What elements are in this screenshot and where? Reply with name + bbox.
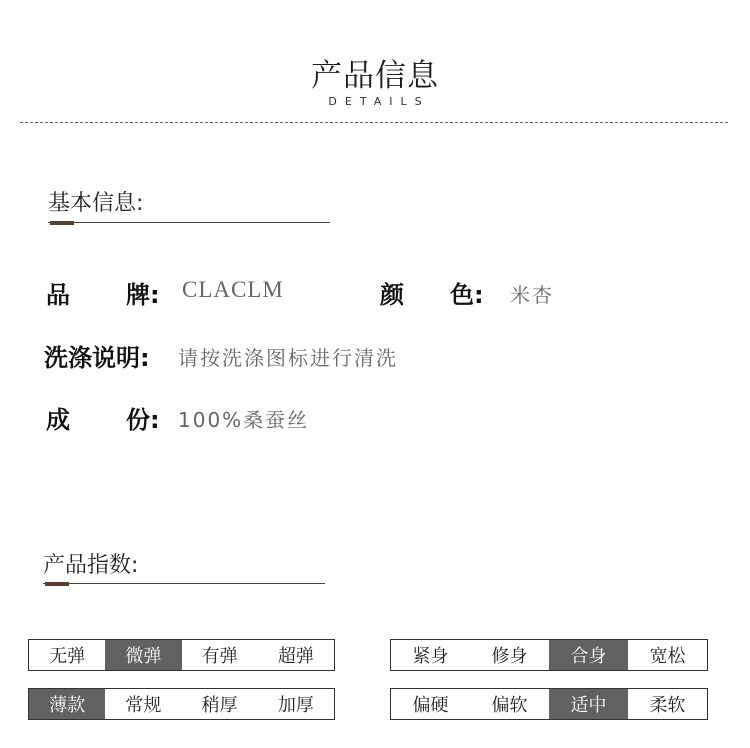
product-index-underline [43, 583, 325, 584]
fit-option-loose[interactable]: 宽松 [649, 646, 686, 667]
wash-value: 请按洗涤图标进行清洗 [178, 346, 398, 370]
softness-option-hard[interactable]: 偏硬 [412, 695, 449, 716]
basic-info-accent [50, 221, 74, 225]
fit-option-slim[interactable]: 修身 [491, 646, 528, 667]
thickness-option-thick[interactable]: 加厚 [277, 695, 314, 716]
composition-value: 100%桑蚕丝 [178, 408, 310, 432]
header-divider [20, 122, 728, 123]
color-label-second: 色: [450, 281, 484, 309]
basic-info-underline [48, 222, 330, 223]
softness-option-soft[interactable]: 偏软 [491, 695, 528, 716]
fit-selector[interactable] [390, 639, 708, 671]
thickness-option-thin[interactable]: 薄款 [29, 689, 105, 719]
brand-label-second: 牌: [126, 281, 160, 309]
elasticity-option-super[interactable]: 超弹 [277, 646, 314, 667]
page-subtitle: DETAILS [328, 95, 430, 108]
brand-label-first: 品 [46, 281, 70, 309]
thickness-option-regular[interactable]: 常规 [125, 695, 162, 716]
product-index-heading: 产品指数: [43, 553, 139, 578]
color-value: 米杏 [510, 283, 554, 307]
elasticity-option-none[interactable]: 无弹 [49, 646, 86, 667]
softness-selector[interactable] [390, 688, 708, 720]
page-title: 产品信息 [311, 58, 439, 94]
elasticity-option-slight[interactable]: 微弹 [105, 640, 181, 670]
elasticity-selector[interactable] [28, 639, 335, 671]
product-index-accent [45, 582, 69, 586]
elasticity-option-elastic[interactable]: 有弹 [201, 646, 238, 667]
composition-label-second: 份: [126, 406, 160, 434]
basic-info-heading: 基本信息: [48, 191, 144, 216]
fit-option-tight[interactable]: 紧身 [412, 646, 449, 667]
softness-option-very-soft[interactable]: 柔软 [649, 695, 686, 716]
wash-label: 洗涤说明: [44, 344, 150, 372]
composition-label-first: 成 [46, 406, 70, 434]
thickness-selector[interactable] [28, 688, 335, 720]
brand-value: CLACLM [182, 277, 284, 302]
softness-option-medium[interactable]: 适中 [549, 689, 628, 719]
thickness-option-slightly-thick[interactable]: 稍厚 [201, 695, 238, 716]
color-label-first: 颜 [380, 281, 404, 309]
fit-option-regular[interactable]: 合身 [549, 640, 628, 670]
